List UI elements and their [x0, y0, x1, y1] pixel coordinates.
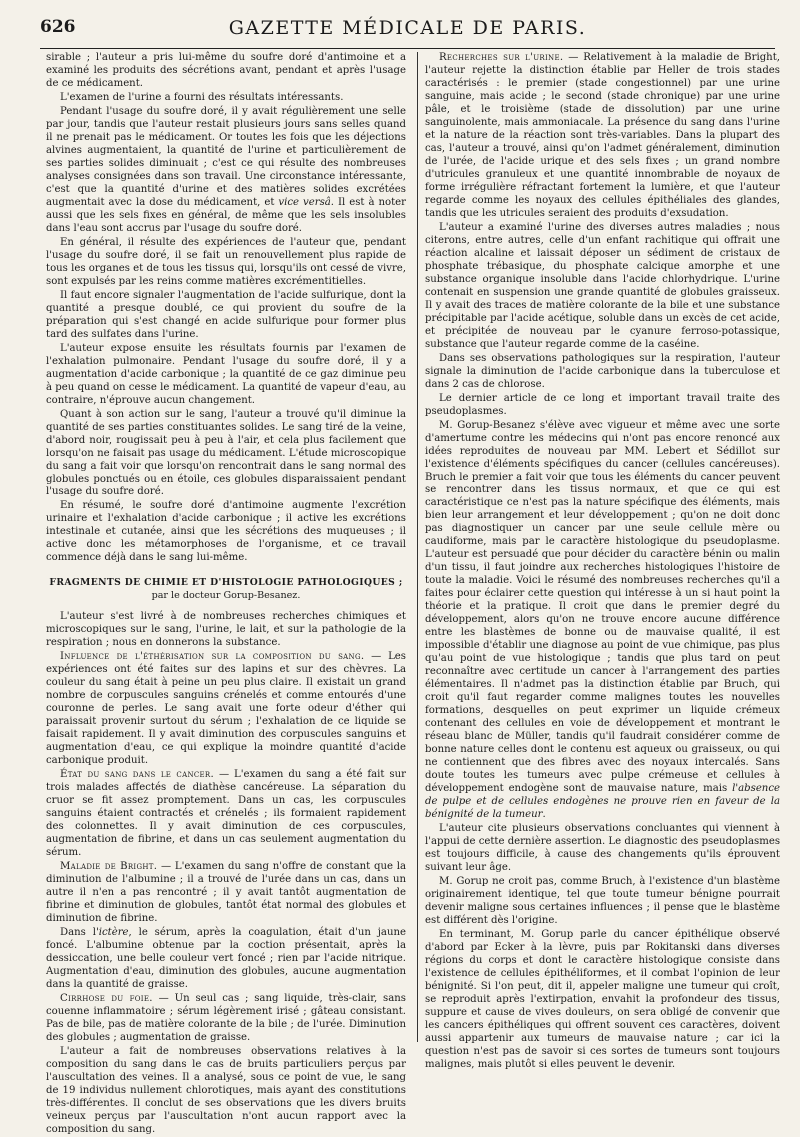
- italic-text: ictère: [98, 926, 129, 938]
- paragraph: Recherches sur l'urine. — Relativement à la maladie de Bright, l'auteur rejette la distinction établie par Heller de trois stades caractérisés : le premier (stade congestionnel) par une urine sanguine, mais acide ; le second (stade chronique) par une urine pâle, et le troisième (stade de dissolution) par une urine sanguinolente, mais ammoniacale. La présence du sang dans l'urine et la nature de la réaction sont très-variables. Dans la plupart des cas, l'auteur a trouvé, ainsi qu'on l'admet généralement, diminution de l'urée, de l'acide urique et des sels fixes ; un grand nombre d'utricules granuleux et une quantité innombrable de noyaux de forme irrégulière réfractant fortement la lumière, et que l'auteur regarde comme les noyaux des cellules épithéliales des glandes, tandis que les utricules seraient des produits d'exsudation.: [425, 52, 780, 219]
- paragraph: Maladie de Bright. — L'examen du sang n'offre de constant que la diminution de l'albumine ; il a trouvé de l'urée dans un cas, dans un autre il n'en a pas rencontré ; il y avait tantôt augmentation de fibrine et diminution de globules, tantôt état normal des globules et diminution de fibrine.: [46, 861, 406, 924]
- right-column: [425, 52, 781, 1070]
- left-column: [46, 52, 406, 1135]
- section-title: FRAGMENTS DE CHIMIE ET D'HISTOLOGIE PATHOLOGIQUES ;: [49, 577, 403, 589]
- subsection-heading: Recherches sur l'urine.: [439, 52, 564, 63]
- section-heading: [46, 577, 406, 603]
- paragraph: Cirrhose du foie. — Un seul cas ; sang liquide, très-clair, sans couenne inflammatoire ; sérum légèrement irisé ; gâteau consistant. Pas de bile, pas de matière colorante de la bile ; de l'urée. Diminution des globules ; augmentation de graisse.: [46, 992, 406, 1043]
- italic-text: vice versâ: [278, 196, 331, 208]
- section-author: par le docteur Gorup-Besanez.: [151, 590, 301, 602]
- paragraph: M. Gorup ne croit pas, comme Bruch, à l'existence d'un blastème originairement identique, tel que toute tumeur bénigne pourrait devenir maligne sous certaines influences ; il pense que le blastème est différent dès l'origine.: [425, 876, 780, 926]
- paragraph: L'auteur a examiné l'urine des diverses autres maladies ; nous citerons, entre autres, celle d'un enfant rachitique qui offrait une réaction alcaline et laissait déposer un sédiment de cristaux de phosphate trébasique, du phosphate calcique amorphe et une substance organique insoluble dans l'acide chlorhydrique. L'urine contenait en suspension une grande quantité de globules graisseux. Il y avait des traces de matière colorante de la bile et une substance précipitable par l'acide acétique, soluble dans un excès de cet acide, et précipitée de nouveau par le cyanure ferroso-potassique, substance que l'auteur regarde comme de la caséine.: [425, 221, 780, 350]
- paragraph: En général, il résulte des expériences de l'auteur que, pendant l'usage du soufre doré, il se fait un renouvellement plus rapide de tous les organes et de tous les tissus qui, lorsqu'ils ont cessé de vivre, sont expulsés par les reins comme matières excrémentitielles.: [46, 236, 406, 287]
- subsection-heading: Cirrhose du foie.: [60, 992, 153, 1004]
- paragraph: L'auteur a fait de nombreuses observations relatives à la composition du sang dans le cas de bruits particuliers perçus par l'auscultation des veines. Il a analysé, sous ce point de vue, le sang de 19 individus nullement chlorotiques, mais ayant des constitutions très-différentes. Il conclut de ses observations que les divers bruits veineux perçus par l'auscultation n'ont aucun rapport avec la composition du sang.: [46, 1045, 406, 1135]
- paragraph: En résumé, le soufre doré d'antimoine augmente l'excrétion urinaire et l'exhalation d'acide carbonique ; il active les excrétions intestinale et cutanée, ainsi que les sécrétions des muqueuses ; il active donc les métamorphoses de l'organisme, et ce travail commence déjà dans le sang lui-même.: [46, 500, 406, 564]
- paragraph: Le dernier article de ce long et important travail traite des pseudoplasmes.: [425, 392, 780, 417]
- paragraph: Influence de l'éthérisation sur la composition du sang. — Les expériences ont été faites sur des lapins et sur des chèvres. La couleur du sang était à peine un peu plus claire. Il existait un grand nombre de corpuscules sanguins crénelés et comme entourés d'une couronne de perles. Le sang avait une forte odeur d'éther qui paraissait provenir surtout du sérum ; l'exhalation de ce liquide se faisait rapidement. Il y avait diminution des corpuscules sanguins et augmentation d'eau, ce qui explique la moindre quantité d'acide carbonique produit.: [46, 651, 406, 767]
- paragraph: M. Gorup-Besanez s'élève avec vigueur et même avec une sorte d'amertume contre les médecins qui n'ont pas encore renoncé aux idées reproduites de nouveau par MM. Lebert et Sédillot sur l'existence d'éléments spécifiques du cancer (cellules cancéreuses). Bruch le premier a fait voir que tous les éléments du cancer peuvent se rencontrer dans les tissus normaux, et que ce qui est caractéristique ce n'est pas la nature spécifique des éléments, mais bien leur arrangement et leur développement ; qu'on ne doit donc pas diagnostiquer un cancer par une seule cellule mère ou caudiforme, mais par le caractère histologique du pseudoplasme. L'auteur est persuadé que pour décider du caractère bénin ou malin d'un tissu, il faut joindre aux recherches histologiques l'histoire de toute la maladie. Voici le résumé des nombreuses recherches qu'il a faites pour éclairer cette question qui intéresse à un si haut point la théorie et la pratique. Il croit que dans le premier degré du développement, alors qu'on ne trouve encore aucune différence entre les blastèmes de bonne ou de mauvaise qualité, il est impossible d'établir une diagnose au point de vue chimique, pas plus qu'au point de vue histologique ; tandis que plus tard on peut reconnaître avec certitude un cancer à l'arrangement des parties élémentaires. Il n'admet pas la distinction établie par Bruch, qui croit qu'il faut regarder comme malignes toutes les nouvelles formations, desquelles on peut exprimer un liquide crémeux contenant des cellules en voie de développement et montrant le réseau blanc de Müller, tandis qu'il faudrait considérer comme de bonne nature celles dont le contenu est aqueux ou graisseux, ou qui ne contiennent que des fibres avec des noyaux intercalés. Sans doute toutes les tumeurs avec pulpe crémeuse et cellules à développement endogène sont de mauvaise nature, mais l'absence de pulpe et de cellules endogènes ne prouve rien en faveur de la bénignité de la tumeur.: [425, 419, 780, 821]
- subsection-heading: État du sang dans le cancer.: [60, 769, 215, 781]
- paragraph: L'auteur cite plusieurs observations concluantes qui viennent à l'appui de cette dernière assertion. Le diagnostic des pseudoplasmes est toujours difficile, à cause des changements qu'ils éprouvent suivant leur âge.: [425, 823, 781, 874]
- paragraph: Quant à son action sur le sang, l'auteur a trouvé qu'il diminue la quantité de ses parties constituantes solides. Le sang tiré de la veine, d'abord noir, rougissait peu à peu à l'air, et cela plus facilement que lorsqu'on ne faisait pas usage du médicament. L'étude microscopique du sang a fait voir que lorsqu'on rencontrait dans le sang normal des globules ponctués ou en étoile, ces globules disparaissaient pendant l'usage du soufre doré.: [46, 408, 406, 498]
- page-number: 626: [40, 17, 76, 37]
- paragraph: En terminant, M. Gorup parle du cancer épithélique observé d'abord par Ecker à la lèvre, puis par Rokitanski dans diverses régions du corps et dont le caractère histologique consiste dans l'existence de cellules épithéliformes, et il combat l'opinion de leur bénignité. Si l'on peut, dit il, appeler maligne une tumeur qui croît, se reproduit après l'extirpation, envahit la profondeur des tissus, suppure et cause de vives douleurs, on sera obligé de convenir que les cancers épithéliques qui offrent souvent ces caractères, doivent aussi appartenir aux tumeurs de mauvaise nature ; car ici la question n'est pas de savoir si ces sortes de tumeurs sont toujours malignes, mais plutôt si elles peuvent le devenir.: [425, 928, 780, 1070]
- paragraph: Dans ses observations pathologiques sur la respiration, l'auteur signale la diminution de l'acide carbonique dans la tuberculose et dans 2 cas de chlorose.: [425, 352, 780, 390]
- italic-text: l'absence de pulpe et de cellules endogènes ne prouve rien en faveur de la bénignité de la tumeur: [425, 783, 780, 821]
- paragraph: sirable ; l'auteur a pris lui-même du soufre doré d'antimoine et a examiné les produits des sécrétions avant, pendant et après l'usage de ce médicament.: [46, 52, 406, 89]
- paragraph: Pendant l'usage du soufre doré, il y avait régulièrement une selle par jour, tandis que l'auteur restait plusieurs jours sans selles quand il ne prenait pas le médicament. Or toutes les fois que les déjections alvines augmentaient, la quantité de l'urine et particulièrement de ses parties solides diminuait ; c'est ce qui résulte des nombreuses analyses consignées dans son travail. Une circonstance intéressante, c'est que la quantité d'urine et des matières solides excrétées augmentait avec la dose du médicament, et vice versâ. Il est à noter aussi que les sels fixes en général, de même que les sels insolubles dans l'eau sont accrus par l'usage du soufre doré.: [46, 105, 406, 234]
- paragraph: État du sang dans le cancer. — L'examen du sang a été fait sur trois malades affectés de diathèse cancéreuse. La séparation du cruor se fit assez promptement. Dans un cas, les corpuscules sanguins étaient contractés et crénelés ; ils formaient rapidement des colonnettes. Il y avait diminution de ces corpuscules, augmentation de fibrine, et dans un cas seulement augmentation du sérum.: [46, 769, 406, 859]
- column-divider: [417, 52, 418, 1042]
- paragraph: L'auteur s'est livré à de nombreuses recherches chimiques et microscopiques sur le sang, l'urine, le lait, et sur la pathologie de la respiration ; nous en donnerons la substance.: [46, 611, 406, 649]
- paragraph: Il faut encore signaler l'augmentation de l'acide sulfurique, dont la quantité a presque doublé, ce qui provient du soufre de la préparation qui s'est changé en acide sulfurique pour former plus tard des sulfates dans l'urine.: [46, 289, 406, 340]
- paragraph: L'auteur expose ensuite les résultats fournis par l'examen de l'exhalation pulmonaire. Pendant l'usage du soufre doré, il y a augmentation d'acide carbonique ; la quantité de ce gaz diminue peu à peu quand on cesse le médicament. La quantité de vapeur d'eau, au contraire, n'éprouve aucun changement.: [46, 342, 406, 406]
- subsection-heading: Maladie de Bright.: [60, 861, 158, 873]
- subsection-heading: Influence de l'éthérisation sur la composition du sang.: [60, 651, 365, 663]
- paragraph: L'examen de l'urine a fourni des résultats intéressants.: [60, 91, 344, 103]
- journal-title: GAZETTE MÉDICALE DE PARIS.: [228, 17, 587, 39]
- page-header: [40, 14, 775, 49]
- paragraph: Dans l'ictère, le sérum, après la coagulation, était d'un jaune foncé. L'albumine obtenue par la coction présentait, après la dessiccation, une belle couleur vert foncé ; rien par l'acide nitrique. Augmentation d'eau, diminution des globules, aucune augmentation dans la quantité de graisse.: [46, 926, 406, 990]
